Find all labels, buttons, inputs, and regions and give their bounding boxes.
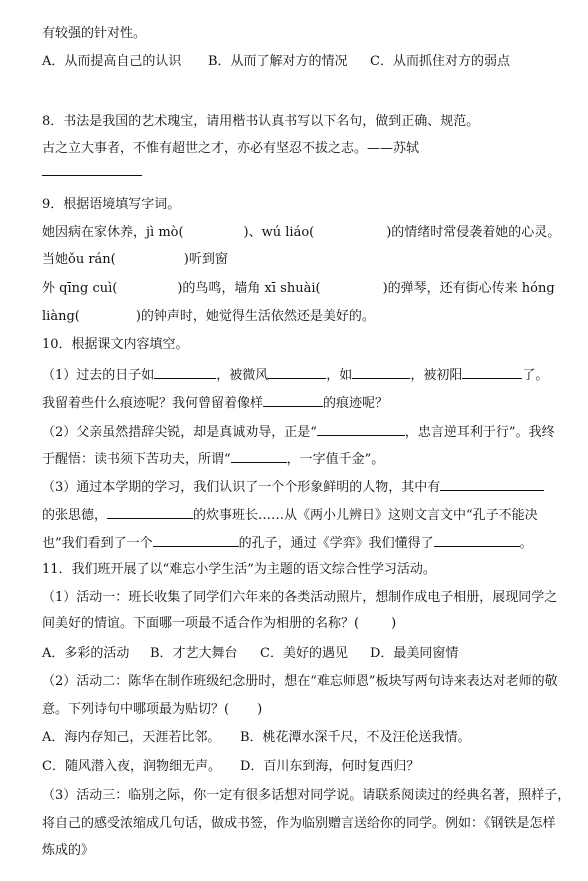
q11-a2-row1: （2）活动二：陈华在制作班级纪念册时，想在“难忘师恩”板块写两句诗来表达对老师的敬: [42, 674, 558, 689]
q10-text: （1）过去的日子如: [42, 368, 155, 383]
option-b[interactable]: B．从而了解对方的情况: [208, 54, 348, 69]
option-a[interactable]: A．海内存知己，天涯若比邻。: [42, 730, 221, 745]
q11-a3-row3: 炼成的》: [42, 843, 95, 858]
q10-text: 我留着些什么痕迹呢？我何曾留着像样: [42, 396, 264, 411]
q10-text: 的张思德，: [42, 508, 108, 523]
q10-p2-row1: [42, 421, 555, 442]
q11-a2-row2: [42, 701, 262, 719]
q10-blank-9[interactable]: [107, 504, 193, 519]
q11-text: 意。下列诗句中哪项最为贴切？(: [42, 702, 230, 717]
q11-text: ): [257, 702, 263, 717]
q10-blank-2[interactable]: [268, 364, 326, 379]
q10-text: 也”我们看到了一个: [42, 536, 153, 551]
q8-answer-line[interactable]: [42, 175, 142, 176]
q9-title: 9．根据语境填写字词。: [42, 197, 181, 212]
q10-blank-10[interactable]: [153, 532, 239, 547]
q9-text: 当她ǒu rán(: [42, 252, 116, 267]
q10-blank-3[interactable]: [352, 364, 410, 379]
q10-text: ，一字值千金”。: [286, 452, 385, 467]
option-c[interactable]: C．美好的遇见: [260, 646, 348, 661]
q9-text: )听到窗: [183, 252, 228, 267]
q10-p1-row1: [42, 364, 548, 385]
q10-p3-row2: [42, 504, 538, 525]
q10-text: （2）父亲虽然措辞尖锐，却是真诚劝导，正是“: [42, 425, 317, 440]
q10-text: ，被微风: [216, 368, 269, 383]
q10-text: 。: [519, 536, 533, 551]
q10-p1-row2: [42, 392, 388, 413]
q10-text: 的炊事班长……从《两小儿辨日》这则文言文中“孔子不能决: [193, 508, 538, 523]
q10-p2-row2: [42, 448, 384, 469]
q10-blank-1[interactable]: [154, 364, 216, 379]
option-c[interactable]: C．从而抓住对方的弱点: [370, 54, 510, 69]
q9-text: liàng(: [42, 309, 80, 324]
q10-blank-5[interactable]: [263, 392, 323, 407]
q10-p3-row1: [42, 476, 544, 497]
q10-blank-7[interactable]: [231, 448, 287, 463]
q10-text: 于醒悟：读书须下苦功夫，所谓“: [42, 452, 231, 467]
q9-text: )的情绪时常侵袭着她的心灵。: [386, 225, 561, 240]
option-a[interactable]: A．从而提高自己的认识: [42, 54, 182, 69]
q10-text: 了。: [522, 368, 549, 383]
q9-text: )的弹琴，还有街心传来 hóng: [382, 281, 555, 296]
option-c[interactable]: C．随风潜入夜，润物细无声。: [42, 759, 221, 774]
q10-text: ，忠言逆耳利于行”。我终: [404, 425, 555, 440]
option-b[interactable]: B．桃花潭水深千尺，不及汪伦送我情。: [240, 730, 471, 745]
q9-text: )的钟声时，她觉得生活依然还是美好的。: [135, 309, 375, 324]
q8-title: 8．书法是我国的艺术瑰宝，请用楷书认真书写以下名句，做到正确、规范。: [42, 114, 480, 129]
q11-a3-row1: （3）活动三：临别之际，你一定有很多话想对同学说。请联系阅读过的经典名著，照样子，: [42, 788, 571, 803]
q9-text: 外 qīng cuì(: [42, 281, 118, 296]
q10-p3-row3: [42, 532, 533, 553]
q11-a1-row2: [42, 615, 396, 633]
option-d[interactable]: D．最美同窗情: [370, 646, 459, 661]
q10-text: 的孔子，通过《学弈》我们懂得了: [238, 536, 434, 551]
q9-row1: [42, 224, 560, 242]
option-d[interactable]: D．百川东到海，何时复西归？: [240, 759, 420, 774]
q9-text: )、wú liáo(: [243, 225, 315, 240]
q9-row2: [42, 251, 228, 269]
q10-blank-8[interactable]: [440, 476, 544, 491]
q9-text: )的鸟鸣，墙角 xī shuài(: [177, 281, 321, 296]
q10-title: 10．根据课文内容填空。: [42, 337, 189, 352]
q11-a1-row1: （1）活动一：班长收集了同学们六年来的各类活动照片，想制作成电子相册，展现同学之: [42, 590, 558, 605]
q10-blank-6[interactable]: [317, 421, 405, 436]
q9-row3: [42, 280, 555, 298]
q11-a3-row2: 将自己的感受浓缩成几句话，做成书签，作为临别赠言送给你的同学。例如：《钢铁是怎样: [42, 816, 556, 831]
q10-text: ，被初阳: [410, 368, 463, 383]
q10-blank-11[interactable]: [434, 532, 520, 547]
q11-text: ): [391, 616, 397, 631]
q8-quote: 古之立大事者，不惟有超世之才，亦必有坚忍不拔之志。——苏轼: [42, 141, 420, 156]
q10-blank-4[interactable]: [462, 364, 522, 379]
carryover-text: 有较强的针对性。: [42, 26, 147, 41]
q9-text: 她因病在家休养，jì mò(: [42, 225, 184, 240]
option-b[interactable]: B．才艺大舞台: [150, 646, 238, 661]
option-a[interactable]: A．多彩的活动: [42, 646, 130, 661]
q10-text: ，如: [326, 368, 353, 383]
q10-text: 的痕迹呢？: [323, 396, 389, 411]
q11-text: 间美好的情谊。下面哪一项最不适合作为相册的名称？(: [42, 616, 360, 631]
q9-row4: [42, 308, 375, 326]
q10-text: （3）通过本学期的学习，我们认识了一个个形象鲜明的人物，其中有: [42, 480, 441, 495]
q11-title: 11．我们班开展了以“难忘小学生活”为主题的语文综合性学习活动。: [42, 562, 436, 577]
